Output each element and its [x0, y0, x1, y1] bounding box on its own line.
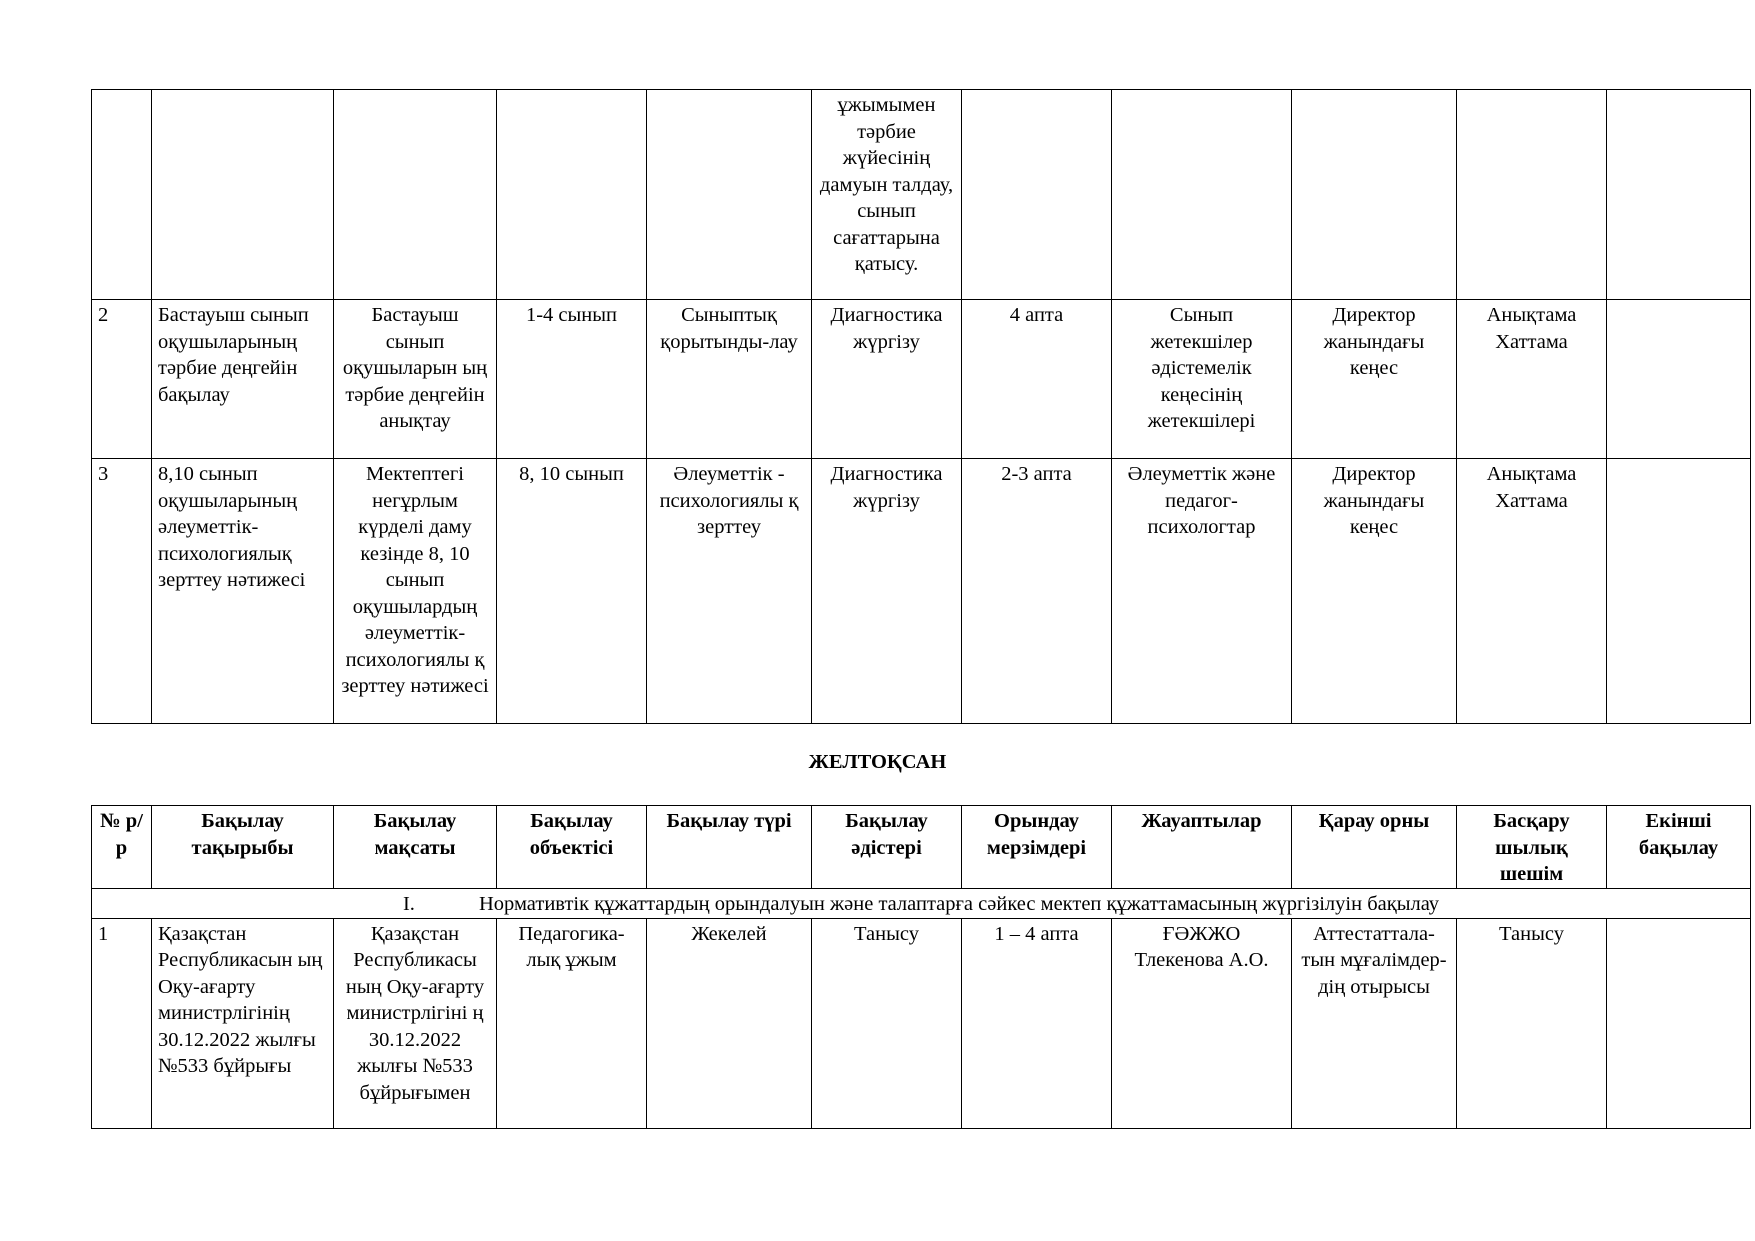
cell-deadline: 4 апта	[962, 300, 1112, 459]
cell-second-control	[1607, 459, 1751, 724]
header-deadline: Орындау мерзімдері	[962, 806, 1112, 889]
cell-method: Танысу	[812, 918, 962, 1128]
table-row	[92, 459, 1751, 724]
cell-responsible: Әлеуметтік және педагог-психологтар	[1112, 459, 1292, 724]
header-object: Бақылау объектісі	[497, 806, 647, 889]
cell-review-place	[1292, 90, 1457, 300]
cell-responsible: Сынып жетекшілер әдістемелік кеңесінің жетекшілері	[1112, 300, 1292, 459]
cell-deadline: 1 – 4 апта	[962, 918, 1112, 1128]
cell-goal	[334, 90, 497, 300]
control-plan-table-continued	[91, 89, 1751, 724]
cell-decision	[1457, 90, 1607, 300]
cell-second-control	[1607, 300, 1751, 459]
cell-number: 1	[92, 918, 152, 1128]
cell-review-place: Директор жанындағы кеңес	[1292, 300, 1457, 459]
december-control-table	[91, 805, 1751, 1129]
cell-goal: Қазақстан Республикасы ның Оқу-ағарту министрлігіні ң 30.12.2022 жылғы №533 бұйрығымен	[334, 918, 497, 1128]
cell-responsible: ҒӘЖЖО Тлекенова А.О.	[1112, 918, 1292, 1128]
month-heading: ЖЕЛТОҚСАН	[808, 751, 947, 773]
cell-method: Диагностика жүргізу	[812, 300, 962, 459]
section-title: Нормативтік құжаттардың орындалуын және талаптарға сәйкес мектеп құжаттамасының жүргізілуін бақылау	[478, 893, 1440, 915]
cell-second-control	[1607, 918, 1751, 1128]
table-row	[92, 90, 1751, 300]
cell-number	[92, 90, 152, 300]
cell-type	[647, 90, 812, 300]
cell-type: Сыныптық қорытынды-лау	[647, 300, 812, 459]
header-decision: Басқару шылық шешім	[1457, 806, 1607, 889]
cell-topic	[152, 90, 334, 300]
cell-type: Жекелей	[647, 918, 812, 1128]
cell-topic: Қазақстан Республикасын ың Оқу-ағарту министрлігінің 30.12.2022 жылғы №533 бұйрығы	[152, 918, 334, 1128]
cell-deadline	[962, 90, 1112, 300]
cell-object: 1-4 сынып	[497, 300, 647, 459]
header-responsible: Жауаптылар	[1112, 806, 1292, 889]
table-row	[92, 918, 1751, 1128]
cell-review-place: Аттестаттала-тын мұғалімдер-дің отырысы	[1292, 918, 1457, 1128]
header-type: Бақылау түрі	[647, 806, 812, 889]
cell-topic: 8,10 сынып оқушыларының әлеуметтік-психологиялық зерттеу нәтижесі	[152, 459, 334, 724]
cell-goal: Бастауыш сынып оқушыларын ың тәрбие деңгейін анықтау	[334, 300, 497, 459]
cell-responsible	[1112, 90, 1292, 300]
cell-method: ұжымымен тәрбие жүйесінің дамуын талдау, сынып сағаттарына қатысу.	[812, 90, 962, 300]
cell-goal: Мектептегі негұрлым күрделі даму кезінде 8, 10 сынып оқушылардың әлеуметтік-психологиялы қ зерттеу нәтижесі	[334, 459, 497, 724]
header-goal: Бақылау мақсаты	[334, 806, 497, 889]
header-second-control: Екінші бақылау	[1607, 806, 1751, 889]
cell-deadline: 2-3 апта	[962, 459, 1112, 724]
header-number: № р/р	[92, 806, 152, 889]
section-row	[92, 889, 1751, 919]
cell-object	[497, 90, 647, 300]
cell-number: 2	[92, 300, 152, 459]
table-row	[92, 300, 1751, 459]
section-heading	[92, 889, 1751, 919]
cell-object: 8, 10 сынып	[497, 459, 647, 724]
header-topic: Бақылау тақырыбы	[152, 806, 334, 889]
cell-topic: Бастауыш сынып оқушыларының тәрбие деңгейін бақылау	[152, 300, 334, 459]
cell-second-control	[1607, 90, 1751, 300]
cell-object: Педагогика-лық ұжым	[497, 918, 647, 1128]
header-review-place: Қарау орны	[1292, 806, 1457, 889]
cell-number: 3	[92, 459, 152, 724]
cell-decision: Танысу	[1457, 918, 1607, 1128]
section-number: I.	[402, 893, 415, 915]
cell-type: Әлеуметтік - психологиялы қ зерттеу	[647, 459, 812, 724]
cell-decision: Анықтама Хаттама	[1457, 459, 1607, 724]
cell-decision: Анықтама Хаттама	[1457, 300, 1607, 459]
header-row	[92, 806, 1751, 889]
cell-method: Диагностика жүргізу	[812, 459, 962, 724]
header-method: Бақылау әдістері	[812, 806, 962, 889]
cell-review-place: Директор жанындағы кеңес	[1292, 459, 1457, 724]
